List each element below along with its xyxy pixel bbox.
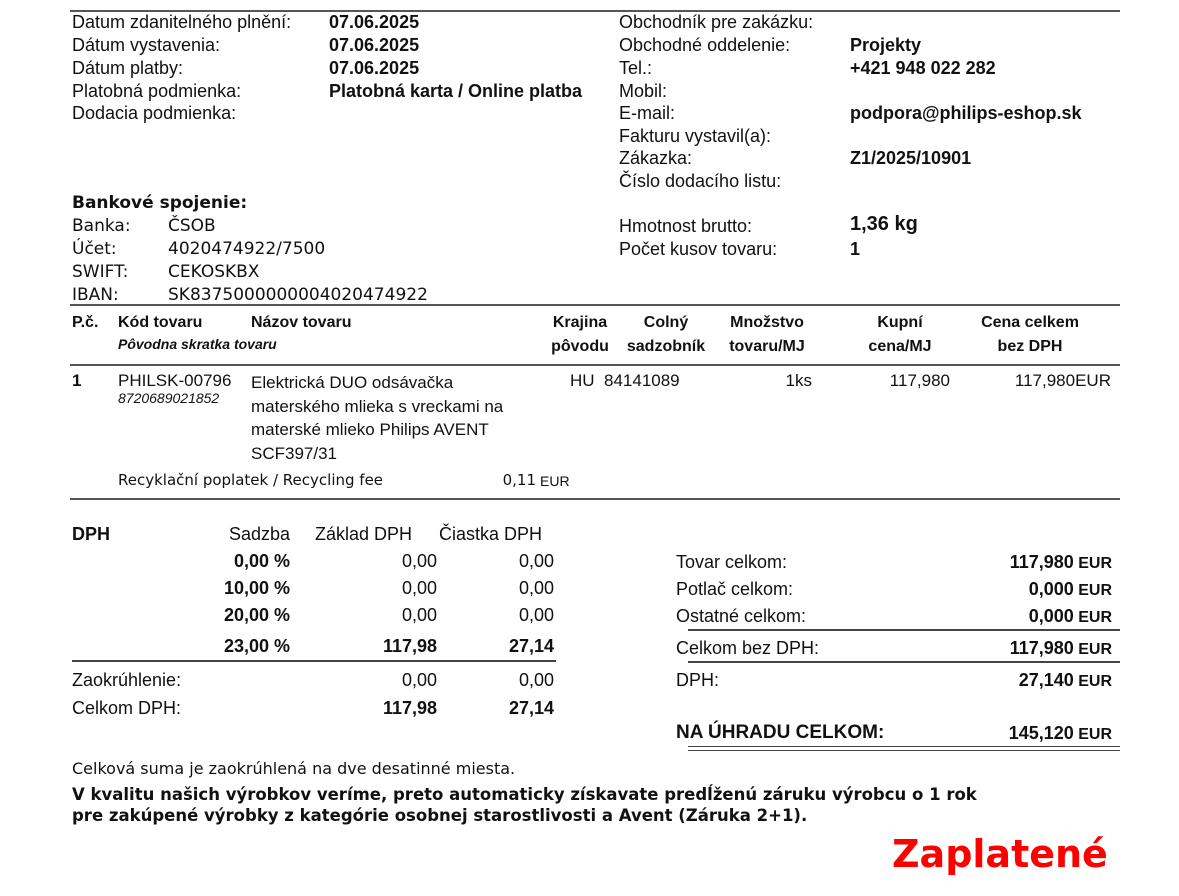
- tax-date-label: Datum zdanitelného plnění:: [72, 12, 292, 32]
- issue-date-value: 07.06.2025: [329, 35, 420, 55]
- rounding-label: Zaokrúhlenie:: [72, 670, 182, 690]
- recycling-fee-label: Recyklační poplatek / Recycling fee: [118, 471, 384, 489]
- col-short-name: Pôvodna skratka tovaru: [118, 336, 277, 352]
- vat-col-base: Základ DPH: [315, 524, 413, 544]
- grand-total-label: NA ÚHRADU CELKOM:: [676, 722, 885, 743]
- col-code: Kód tovaru: [118, 314, 203, 331]
- grand-total-underline-2: [688, 750, 1120, 751]
- bank-name-value: ČSOB: [168, 216, 216, 236]
- phone-value: +421 948 022 282: [850, 58, 996, 78]
- issued-by-label: Fakturu vystavil(a):: [619, 126, 772, 146]
- rounding-base: 0,00: [401, 670, 437, 690]
- item-pc: 1: [72, 371, 82, 390]
- payment-date-value: 07.06.2025: [329, 58, 420, 78]
- payment-term-value: Platobná karta / Online platba: [329, 81, 583, 101]
- vat-amount-3: 27,14: [508, 636, 554, 656]
- vat-total-amount: 27,14: [508, 698, 554, 718]
- email-label: E-mail:: [619, 103, 676, 123]
- vat-amount-0: 0,00: [518, 551, 554, 571]
- table-top-divider: [70, 304, 1120, 306]
- bank-name-label: Banka:: [72, 216, 131, 236]
- totals-divider-2: [688, 661, 1120, 663]
- weight-label: Hmotnost brutto:: [619, 216, 753, 236]
- vat-rate-3: 23,00 %: [223, 636, 290, 656]
- vat-base-0: 0,00: [401, 551, 437, 571]
- item-name: Elektrická DUO odsávačka materského mlieka s vreckami na materské mlieko Philips AVENT SCF397/31: [251, 373, 504, 463]
- goods-total: 117,980 EUR: [1009, 552, 1112, 572]
- tax-date-value: 07.06.2025: [329, 12, 420, 32]
- bank-title: Bankové spojenie:: [72, 193, 248, 213]
- payment-term-label: Platobná podmienka:: [72, 81, 242, 101]
- vat-base-2: 0,00: [401, 605, 437, 625]
- vat-sum-label: DPH:: [676, 670, 720, 690]
- print-total: 0,000 EUR: [1028, 579, 1112, 599]
- recycling-fee-value: 0,11: [502, 471, 536, 489]
- grand-total-underline-1: [688, 746, 1120, 747]
- vat-col-rate: Sadzba: [228, 524, 290, 544]
- order-label: Zákazka:: [619, 148, 693, 168]
- col-unit-price: Kupní cena/MJ: [868, 314, 932, 355]
- vat-base-1: 0,00: [401, 578, 437, 598]
- net-total-label: Celkom bez DPH:: [676, 638, 820, 658]
- table-bottom-divider: [70, 498, 1120, 500]
- delivery-note-label: Číslo dodacího listu:: [619, 171, 782, 191]
- col-name: Názov tovaru: [251, 314, 352, 331]
- other-total: 0,000 EUR: [1028, 606, 1112, 626]
- swift-value: CEKOSKBX: [168, 262, 260, 282]
- vat-rate-1: 10,00 %: [223, 578, 290, 598]
- table-header-divider: [70, 364, 1120, 366]
- vat-col-amount: Čiastka DPH: [439, 524, 543, 544]
- department-label: Obchodné oddelenie:: [619, 35, 791, 55]
- paid-stamp: Zaplatené: [892, 832, 1108, 876]
- vat-amount-1: 0,00: [518, 578, 554, 598]
- item-unit-price: 117,980: [889, 371, 950, 390]
- iban-label: IBAN:: [72, 285, 119, 305]
- item-code: PHILSK-00796: [118, 371, 232, 390]
- order-value: Z1/2025/10901: [850, 148, 972, 168]
- department-value: Projekty: [850, 35, 922, 55]
- email-value: podpora@philips-eshop.sk: [850, 103, 1082, 123]
- account-value: 4020474922/7500: [168, 239, 326, 259]
- delivery-term-label: Dodacia podmienka:: [72, 103, 237, 123]
- vat-rate-0: 0,00 %: [233, 551, 290, 571]
- swift-label: SWIFT:: [72, 262, 129, 282]
- col-qty: Množstvo tovaru/MJ: [729, 314, 805, 355]
- col-country: Krajina pôvodu: [551, 314, 609, 355]
- account-label: Účet:: [72, 239, 117, 259]
- rounding-note: Celková suma je zaokrúhlená na dve desatinné miesta.: [72, 759, 516, 778]
- vat-divider: [72, 660, 556, 662]
- rounding-amount: 0,00: [518, 670, 554, 690]
- vat-title: DPH: [72, 524, 111, 544]
- warranty-line-1: V kvalitu našich výrobkov veríme, preto automaticky získavate predĺženú záruku výrobcu o 1 rok: [72, 785, 977, 804]
- print-total-label: Potlač celkom:: [676, 579, 794, 599]
- col-pc: P.č.: [72, 314, 99, 331]
- grand-total: 145,120 EUR: [1008, 723, 1112, 743]
- vat-base-3: 117,98: [382, 636, 437, 656]
- iban-value: SK8375000000004020474922: [168, 285, 428, 305]
- other-total-label: Ostatné celkom:: [676, 606, 807, 626]
- totals-divider-1: [688, 629, 1120, 631]
- vat-total-base: 117,98: [382, 698, 437, 718]
- goods-total-label: Tovar celkom:: [676, 552, 788, 572]
- item-qty: 1ks: [785, 371, 812, 390]
- vat-sum: 27,140 EUR: [1018, 670, 1112, 690]
- salesperson-label: Obchodník pre zakázku:: [619, 12, 814, 32]
- item-ean: 8720689021852: [118, 390, 220, 406]
- recycling-fee-currency: EUR: [540, 473, 570, 489]
- warranty-line-2: pre zakúpené výrobky z kategórie osobnej starostlivosti a Avent (Záruka 2+1).: [72, 806, 808, 825]
- weight-value: 1,36 kg: [850, 213, 918, 235]
- item-country: HU: [570, 371, 595, 390]
- col-total: Cena celkem bez DPH: [981, 314, 1079, 355]
- payment-date-label: Dátum platby:: [72, 58, 184, 78]
- net-total: 117,980 EUR: [1009, 638, 1112, 658]
- phone-label: Tel.:: [619, 58, 653, 78]
- item-total: 117,980EUR: [1014, 371, 1111, 390]
- count-value: 1: [850, 239, 861, 259]
- item-tariff: 84141089: [604, 371, 680, 390]
- mobile-label: Mobil:: [619, 81, 668, 101]
- col-tariff: Colný sadzobník: [626, 314, 706, 355]
- count-label: Počet kusov tovaru:: [619, 239, 778, 259]
- vat-rate-2: 20,00 %: [223, 605, 290, 625]
- vat-total-label: Celkom DPH:: [72, 698, 182, 718]
- vat-amount-2: 0,00: [518, 605, 554, 625]
- issue-date-label: Dátum vystavenia:: [72, 35, 221, 55]
